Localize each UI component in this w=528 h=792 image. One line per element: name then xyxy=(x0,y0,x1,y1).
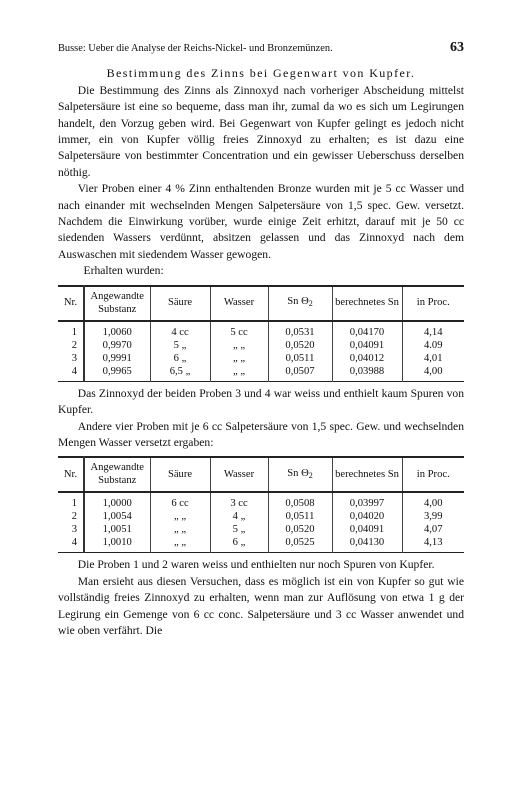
table-cell: 4 „ xyxy=(210,510,268,523)
table-cell: 1,0010 xyxy=(84,536,150,553)
header-proc: in Proc. xyxy=(402,457,464,492)
table-cell: „ „ xyxy=(210,365,268,382)
table-cell: 0,9965 xyxy=(84,365,150,382)
table-cell: 0,0525 xyxy=(268,536,332,553)
table-cell: 1,0054 xyxy=(84,510,150,523)
table-cell: 0,0508 xyxy=(268,492,332,510)
paragraph-conclusion: Man ersieht aus diesen Versuchen, dass es möglich ist ein von Kupfer so gut wie vollständig freies Zinnoxyd zu erhalten, wenn man zur Auflösung von etwa 1 g der Legirung ein Gemenge von 6 cc conc. Salpetersäure und 3 cc Wasser anwendet und wie oben verfährt. Die xyxy=(58,574,464,637)
table-cell: 0,9970 xyxy=(84,339,150,352)
header-berechnetes: berechnetes Sn xyxy=(332,457,402,492)
book-page xyxy=(58,40,464,639)
table-cell: 0,04091 xyxy=(332,339,402,352)
table-cell: 4.09 xyxy=(402,339,464,352)
table-cell: 0,9991 xyxy=(84,352,150,365)
table-cell: 4,13 xyxy=(402,536,464,553)
header-proc: in Proc. xyxy=(402,286,464,321)
table-cell: 1,0051 xyxy=(84,523,150,536)
header-nr: Nr. xyxy=(58,457,84,492)
table-cell: 0,0520 xyxy=(268,339,332,352)
header-wasser: Wasser xyxy=(210,457,268,492)
table-cell: 4 xyxy=(58,365,84,382)
table-row xyxy=(58,536,464,553)
header-berechnetes: berechnetes Sn xyxy=(332,286,402,321)
table-cell: 6 „ xyxy=(210,536,268,553)
table-cell: 5 „ xyxy=(210,523,268,536)
table-cell: 0,03988 xyxy=(332,365,402,382)
table-cell: 4 xyxy=(58,536,84,553)
paragraph-observation-1: Das Zinnoxyd der beiden Proben 3 und 4 war weiss und enthielt kaum Spuren von Kupfer. xyxy=(58,386,464,417)
table-cell: 1 xyxy=(58,321,84,339)
table-cell: 4,00 xyxy=(402,492,464,510)
table-row xyxy=(58,523,464,536)
table-cell: „ „ xyxy=(210,352,268,365)
header-substanz: Angewandte Substanz xyxy=(84,457,150,492)
running-header xyxy=(58,40,464,57)
table-cell: „ „ xyxy=(150,536,210,553)
table-cell: 5 „ xyxy=(150,339,210,352)
table-cell: 6 cc xyxy=(150,492,210,510)
table-row xyxy=(58,510,464,523)
table-cell: 2 xyxy=(58,339,84,352)
table-cell: „ „ xyxy=(150,510,210,523)
table-row xyxy=(58,492,464,510)
table-cell: „ „ xyxy=(150,523,210,536)
paragraph-method: Vier Proben einer 4 % Zinn enthaltenden Bronze wurden mit je 5 cc Wasser und nach einander mit wechselnden Mengen Salpetersäure von 1,5 spec. Gew. versetzt. Nachdem die Einwirkung vorüber, wurde einige Zeit erhitzt, darauf mit je 50 cc siedenden Wassers verdünnt, absitzen gelassen und das Zinnoxyd nach dem Auswaschen mit siedendem Wasser gewogen. xyxy=(58,182,464,261)
table-cell: 2 xyxy=(58,510,84,523)
table-cell: 0,0511 xyxy=(268,510,332,523)
table-cell: 4 cc xyxy=(150,321,210,339)
table-cell: 5 cc xyxy=(210,321,268,339)
header-saeure: Säure xyxy=(150,457,210,492)
table-cell: 4,00 xyxy=(402,365,464,382)
paragraph-erhalten: Erhalten wurden: xyxy=(83,264,164,278)
table-cell: 0,04020 xyxy=(332,510,402,523)
table-cell: 0,04170 xyxy=(332,321,402,339)
page-number: 63 xyxy=(450,40,464,55)
table-cell: 6,5 „ xyxy=(150,365,210,382)
table-cell: 4,07 xyxy=(402,523,464,536)
table-cell: 3 xyxy=(58,523,84,536)
table-cell: 0,03997 xyxy=(332,492,402,510)
table-cell: „ „ xyxy=(210,339,268,352)
table-cell: 1 xyxy=(58,492,84,510)
table-cell: 0,04012 xyxy=(332,352,402,365)
header-saeure: Säure xyxy=(150,286,210,321)
paragraph-observation-2: Die Proben 1 und 2 waren weiss und enthielten nur noch Spuren von Kupfer. xyxy=(77,558,435,572)
table-cell: 1,0000 xyxy=(84,492,150,510)
table-cell: 0,04091 xyxy=(332,523,402,536)
table-row xyxy=(58,365,464,382)
header-wasser: Wasser xyxy=(210,286,268,321)
results-table-1 xyxy=(58,285,464,382)
table-cell: 3,99 xyxy=(402,510,464,523)
header-nr: Nr. xyxy=(58,286,84,321)
table-cell: 3 cc xyxy=(210,492,268,510)
table-cell: 0,0531 xyxy=(268,321,332,339)
header-substanz: Angewandte Substanz xyxy=(84,286,150,321)
table-cell: 0,0520 xyxy=(268,523,332,536)
paragraph-intro: Die Bestimmung des Zinns als Zinnoxyd nach vorheriger Abscheidung mittelst Salpetersäure ist eine so bequeme, dass man ihr, zumal da wo es sich um Legirungen handelt, den Vorzug geben wird. Bei Gegenwart von Kupfer gelingt es jedoch nicht immer, ein von Kupfer völlig freies Zinnoxyd zu erhalten; es ist dazu eine Salpetersäure von bestimmter Concentration und ein gewisser Ueberschuss derselben nöthig. xyxy=(58,83,464,179)
running-title: Busse: Ueber die Analyse der Reichs-Nickel- und Bronzemünzen. xyxy=(58,43,333,54)
section-title: Bestimmung des Zinns bei Gegenwart von Kupfer. xyxy=(106,66,416,81)
table-cell: 4,01 xyxy=(402,352,464,365)
table-cell: 0,04130 xyxy=(332,536,402,553)
header-sno2: Sn $\Theta_2$ xyxy=(268,286,332,321)
table-cell: 0,0511 xyxy=(268,352,332,365)
table-cell: 6 „ xyxy=(150,352,210,365)
table-cell: 0,0507 xyxy=(268,365,332,382)
table-row xyxy=(58,321,464,339)
table-cell: 4,14 xyxy=(402,321,464,339)
table-row xyxy=(58,352,464,365)
table-row xyxy=(58,339,464,352)
header-sno2: Sn $\Theta_2$ xyxy=(268,457,332,492)
table-cell: 1,0060 xyxy=(84,321,150,339)
results-table-2 xyxy=(58,456,464,553)
paragraph-second-series: Andere vier Proben mit je 6 cc Salpetersäure von 1,5 spec. Gew. und wechselnden Mengen Wasser versetzt ergaben: xyxy=(58,419,464,449)
table-cell: 3 xyxy=(58,352,84,365)
